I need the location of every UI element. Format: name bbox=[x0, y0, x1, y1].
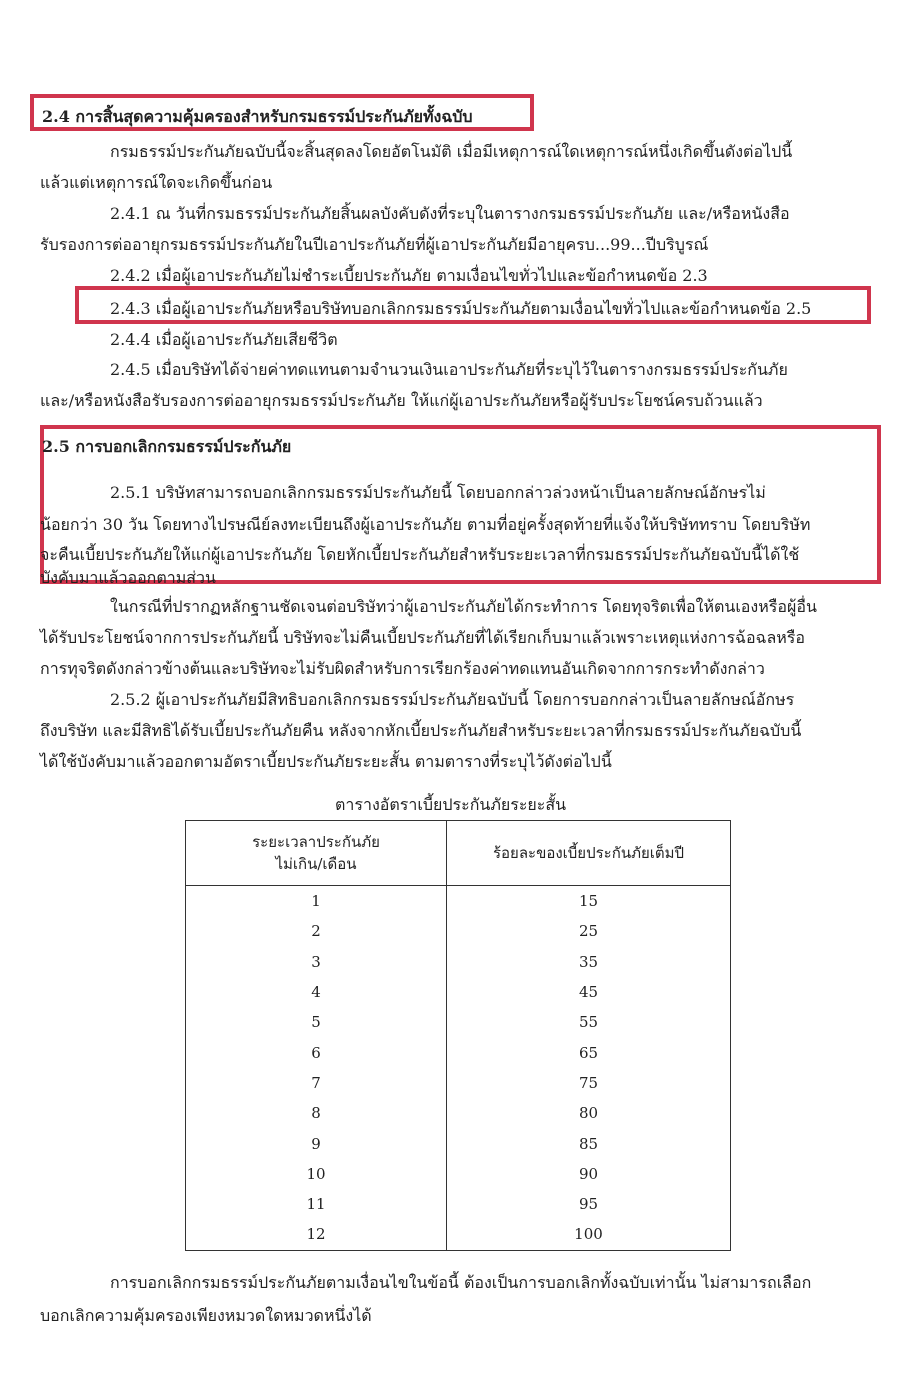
table-row bbox=[186, 916, 731, 946]
table-header-row bbox=[186, 821, 731, 886]
cell-percent: 80 bbox=[447, 1098, 731, 1128]
table-row bbox=[186, 977, 731, 1007]
clause-2-4-1: 2.4.1 ณ วันที่กรมธรรม์ประกันภัยสิ้นผลบังคับดังที่ระบุในตารางกรมธรรม์ประกันภัย และ/หรือหนังสือ bbox=[110, 204, 790, 223]
cell-months: 11 bbox=[186, 1189, 447, 1219]
cell-percent: 100 bbox=[447, 1219, 731, 1250]
clause-2-4-5: 2.4.5 เมื่อบริษัทได้จ่ายค่าทดแทนตามจำนวนเงินเอาประกันภัยที่ระบุไว้ในตารางกรมธรรม์ประกันภัย bbox=[110, 360, 788, 379]
cell-percent: 85 bbox=[447, 1128, 731, 1158]
cell-percent: 95 bbox=[447, 1189, 731, 1219]
clause-2-4-3: 2.4.3 เมื่อผู้เอาประกันภัยหรือบริษัทบอกเลิกกรมธรรม์ประกันภัยตามเงื่อนไขทั่วไปและข้อกำหนดข้อ 2.5 bbox=[110, 299, 812, 318]
table-row bbox=[186, 1189, 731, 1219]
cell-percent: 65 bbox=[447, 1037, 731, 1067]
cell-months: 4 bbox=[186, 977, 447, 1007]
table-row bbox=[186, 1128, 731, 1158]
cell-percent: 45 bbox=[447, 977, 731, 1007]
clause-2-4-4: 2.4.4 เมื่อผู้เอาประกันภัยเสียชีวิต bbox=[110, 330, 338, 349]
header-period: ระยะเวลาประกันภัย ไม่เกิน/เดือน bbox=[186, 821, 447, 886]
clause-2-5-1-cont: บังคับมาแล้วออกตามส่วน bbox=[40, 568, 216, 587]
cell-percent: 55 bbox=[447, 1007, 731, 1037]
table-row bbox=[186, 1068, 731, 1098]
short-rate-table bbox=[185, 820, 731, 1251]
table-row bbox=[186, 1007, 731, 1037]
cell-months: 8 bbox=[186, 1098, 447, 1128]
fraud-paragraph: ในกรณีที่ปรากฏหลักฐานชัดเจนต่อบริษัทว่าผู้เอาประกันภัยได้กระทำการ โดยทุจริตเพื่อให้ตนเองหรือผู้อื่น bbox=[110, 597, 817, 616]
clause-2-5-1-cont: จะคืนเบี้ยประกันภัยให้แก่ผู้เอาประกันภัย โดยหักเบี้ยประกันภัยสำหรับระยะเวลาที่กรมธรรม์ประกันภัยฉบับนี้ได้ใช้ bbox=[40, 545, 800, 564]
table-row bbox=[186, 886, 731, 917]
table-row bbox=[186, 1098, 731, 1128]
cell-percent: 90 bbox=[447, 1159, 731, 1189]
table-row bbox=[186, 1037, 731, 1067]
clause-2-4-1-cont: รับรองการต่ออายุกรมธรรม์ประกันภัยในปีเอาประกันภัยที่ผู้เอาประกันภัยมีอายุครบ...99...ปีบริบูรณ์ bbox=[40, 235, 709, 254]
cell-months: 9 bbox=[186, 1128, 447, 1158]
footer-note: การบอกเลิกกรมธรรม์ประกันภัยตามเงื่อนไขในข้อนี้ ต้องเป็นการบอกเลิกทั้งฉบับเท่านั้น ไม่สามารถเลือก bbox=[110, 1273, 812, 1292]
section-2-5-heading: 2.5 การบอกเลิกกรมธรรม์ประกันภัย bbox=[42, 437, 292, 456]
clause-2-5-2-cont: ได้ใช้บังคับมาแล้วออกตามอัตราเบี้ยประกันภัยระยะสั้น ตามตารางที่ระบุไว้ดังต่อไปนี้ bbox=[40, 752, 612, 771]
paragraph-line: กรมธรรม์ประกันภัยฉบับนี้จะสิ้นสุดลงโดยอัตโนมัติ เมื่อมีเหตุการณ์ใดเหตุการณ์หนึ่งเกิดขึ้นดังต่อไปนี้ bbox=[110, 142, 793, 161]
fraud-paragraph-cont: ได้รับประโยชน์จากการประกันภัยนี้ บริษัทจะไม่คืนเบี้ยประกันภัยที่ได้เรียกเก็บมาแล้วเพราะเหตุแห่งการฉ้อฉลหรือ bbox=[40, 628, 806, 647]
cell-months: 7 bbox=[186, 1068, 447, 1098]
table-title: ตารางอัตราเบี้ยประกันภัยระยะสั้น bbox=[335, 795, 567, 814]
clause-2-5-1: 2.5.1 บริษัทสามารถบอกเลิกกรมธรรม์ประกันภัยนี้ โดยบอกกล่าวล่วงหน้าเป็นลายลักษณ์อักษรไม่ bbox=[110, 483, 766, 502]
table-row bbox=[186, 1159, 731, 1189]
cell-months: 12 bbox=[186, 1219, 447, 1250]
cell-months: 6 bbox=[186, 1037, 447, 1067]
clause-2-5-1-cont: น้อยกว่า 30 วัน โดยทางไปรษณีย์ลงทะเบียนถึงผู้เอาประกันภัย ตามที่อยู่ครั้งสุดท้ายที่แจ้งให้บริษัททราบ โดยบริษัท bbox=[40, 515, 811, 534]
clause-2-5-2-cont: ถึงบริษัท และมีสิทธิได้รับเบี้ยประกันภัยคืน หลังจากหักเบี้ยประกันภัยสำหรับระยะเวลาที่กรมธรรม์ประกันภัยฉบับนี้ bbox=[40, 721, 802, 740]
table-row bbox=[186, 1219, 731, 1250]
cell-months: 3 bbox=[186, 947, 447, 977]
cell-months: 2 bbox=[186, 916, 447, 946]
cell-months: 1 bbox=[186, 886, 447, 917]
header-percent: ร้อยละของเบี้ยประกันภัยเต็มปี bbox=[447, 821, 731, 886]
footer-note-cont: บอกเลิกความคุ้มครองเพียงหมวดใดหมวดหนึ่งได้ bbox=[40, 1306, 372, 1325]
cell-months: 10 bbox=[186, 1159, 447, 1189]
cell-percent: 15 bbox=[447, 886, 731, 917]
paragraph-line: แล้วแต่เหตุการณ์ใดจะเกิดขึ้นก่อน bbox=[40, 173, 273, 192]
clause-2-5-2: 2.5.2 ผู้เอาประกันภัยมีสิทธิบอกเลิกกรมธรรม์ประกันภัยฉบับนี้ โดยการบอกกล่าวเป็นลายลักษณ์อักษร bbox=[110, 690, 795, 709]
cell-percent: 25 bbox=[447, 916, 731, 946]
cell-percent: 75 bbox=[447, 1068, 731, 1098]
cell-months: 5 bbox=[186, 1007, 447, 1037]
clause-2-4-5-cont: และ/หรือหนังสือรับรองการต่ออายุกรมธรรม์ประกันภัย ให้แก่ผู้เอาประกันภัยหรือผู้รับประโยชน์ครบถ้วนแล้ว bbox=[40, 391, 763, 410]
section-2-4-heading: 2.4 การสิ้นสุดความคุ้มครองสำหรับกรมธรรม์ประกันภัยทั้งฉบับ bbox=[42, 107, 473, 126]
cell-percent: 35 bbox=[447, 947, 731, 977]
table-row bbox=[186, 947, 731, 977]
clause-2-4-2: 2.4.2 เมื่อผู้เอาประกันภัยไม่ชำระเบี้ยประกันภัย ตามเงื่อนไขทั่วไปและข้อกำหนดข้อ 2.3 bbox=[110, 266, 708, 285]
fraud-paragraph-cont: การทุจริตดังกล่าวข้างต้นและบริษัทจะไม่รับผิดสำหรับการเรียกร้องค่าทดแทนอันเกิดจากการกระทำดังกล่าว bbox=[40, 659, 765, 678]
